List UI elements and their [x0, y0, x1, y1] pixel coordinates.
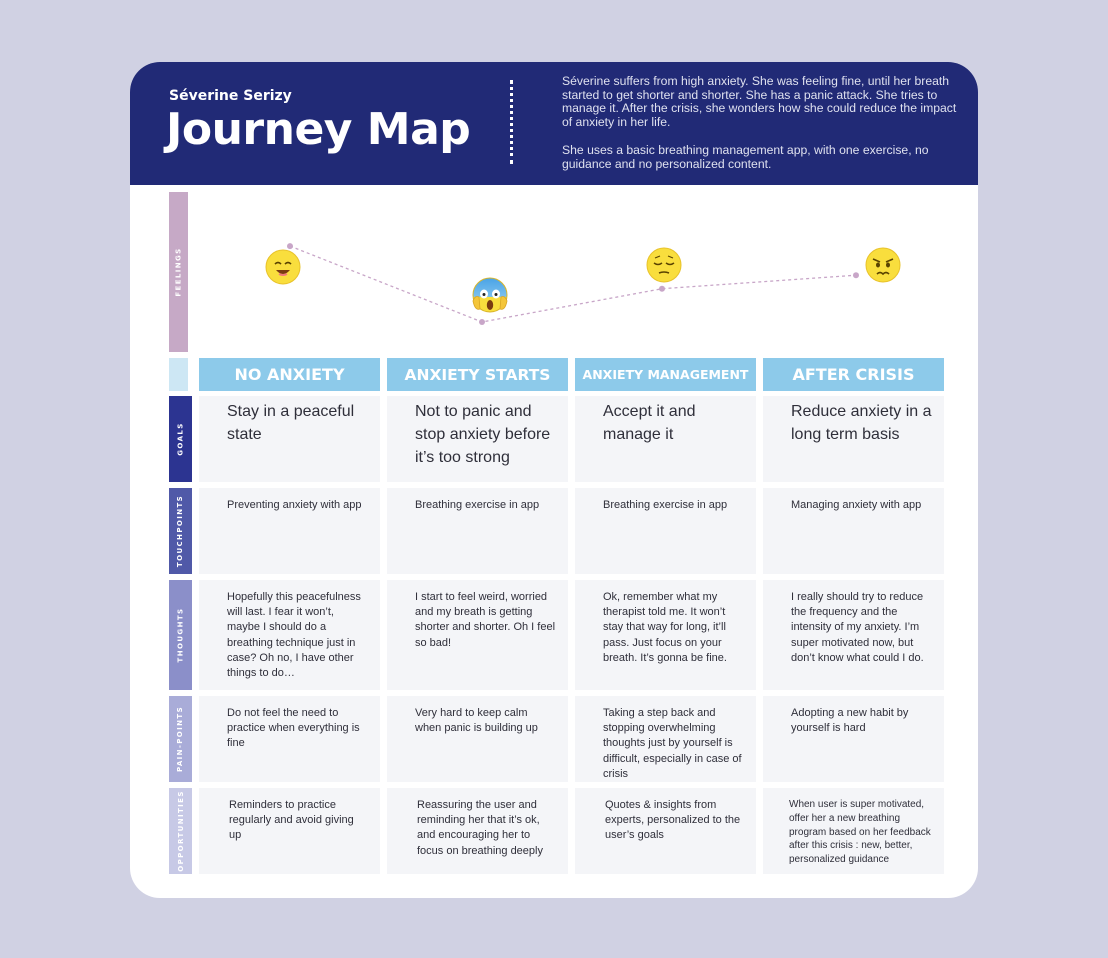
goal-cell: Reduce anxiety in a long term basis — [763, 396, 944, 482]
goal-cell: Stay in a peaceful state — [199, 396, 380, 482]
pain-point-cell: Taking a step back and stopping overwhelming thoughts just by yourself is difficult, especially in case of crisis — [575, 696, 756, 782]
touchpoint-cell: Breathing exercise in app — [387, 488, 568, 574]
description-paragraph-2: She uses a basic breathing management app, with one exercise, no guidance and no personalized content. — [562, 142, 929, 171]
description-paragraph-1: Séverine suffers from high anxiety. She was feeling fine, until her breath started to get shorter and shorter. She has a panic attack. She tries to manage it. After the crisis, she wonders how she could reduce the impact of anxiety in her life. — [562, 74, 957, 130]
stage-header-no-anxiety: NO ANXIETY — [199, 358, 380, 391]
journey-map-card — [130, 62, 978, 898]
goal-cell: Accept it and manage it — [575, 396, 756, 482]
page-title: Journey Map — [166, 104, 471, 155]
feeling-point-2 — [479, 319, 485, 325]
touchpoints-row-label: TOUCHPOINTS — [169, 488, 192, 574]
screaming-face-icon — [470, 274, 510, 316]
pain-point-cell: Adopting a new habit by yourself is hard — [763, 696, 944, 782]
thought-cell: I start to feel weird, worried and my breath is getting shorter and shorter. Oh I feel so bad! — [387, 580, 568, 690]
touchpoint-cell: Preventing anxiety with app — [199, 488, 380, 574]
opportunity-cell: Quotes & insights from experts, personalized to the user’s goals — [575, 788, 756, 874]
feeling-point-4 — [853, 272, 859, 278]
opportunities-row-label: OPPORTUNITIES — [169, 788, 192, 874]
stage-header-anxiety-management: ANXIETY MANAGEMENT — [575, 358, 756, 391]
touchpoint-cell: Breathing exercise in app — [575, 488, 756, 574]
annoyed-face-icon — [864, 246, 902, 284]
relieved-face-icon — [645, 246, 683, 284]
opportunity-cell: Reminders to practice regularly and avoid giving up — [199, 788, 380, 874]
goals-row-label: GOALS — [169, 396, 192, 482]
thought-cell: Hopefully this peacefulness will last. I fear it won’t, maybe I should do a breathing technique just in case? Oh no, I have other things to do… — [199, 580, 380, 690]
stage-header-after-crisis: AFTER CRISIS — [763, 358, 944, 391]
thought-cell: Ok, remember what my therapist told me. It won’t stay that way for long, it’ll pass. Just focus on your breath. It’s gonna be fine. — [575, 580, 756, 690]
feelings-curve — [130, 62, 978, 362]
feelings-row-label: FEELINGS — [169, 192, 188, 352]
opportunity-cell: Reassuring the user and reminding her that it’s ok, and encouraging her to focus on breathing deeply — [387, 788, 568, 874]
pain-point-cell: Very hard to keep calm when panic is building up — [387, 696, 568, 782]
happy-face-icon — [264, 248, 302, 286]
thought-cell: I really should try to reduce the frequency and the intensity of my anxiety. I’m super motivated now, but don’t know what could I do. — [763, 580, 944, 690]
goal-cell: Not to panic and stop anxiety before it’s too strong — [387, 396, 568, 482]
feeling-point-3 — [659, 286, 665, 292]
pain-point-cell: Do not feel the need to practice when everything is fine — [199, 696, 380, 782]
pain-points-row-label: PAIN-POINTS — [169, 696, 192, 782]
stage-row-marker — [169, 358, 188, 391]
thoughts-row-label: THOUGHTS — [169, 580, 192, 690]
author-name: Séverine Serizy — [169, 88, 292, 104]
stage-header-anxiety-starts: ANXIETY STARTS — [387, 358, 568, 391]
opportunity-cell: When user is super motivated, offer her a new breathing program based on her feedback after this crisis : new, better, personalized guidance — [763, 788, 944, 874]
touchpoint-cell: Managing anxiety with app — [763, 488, 944, 574]
